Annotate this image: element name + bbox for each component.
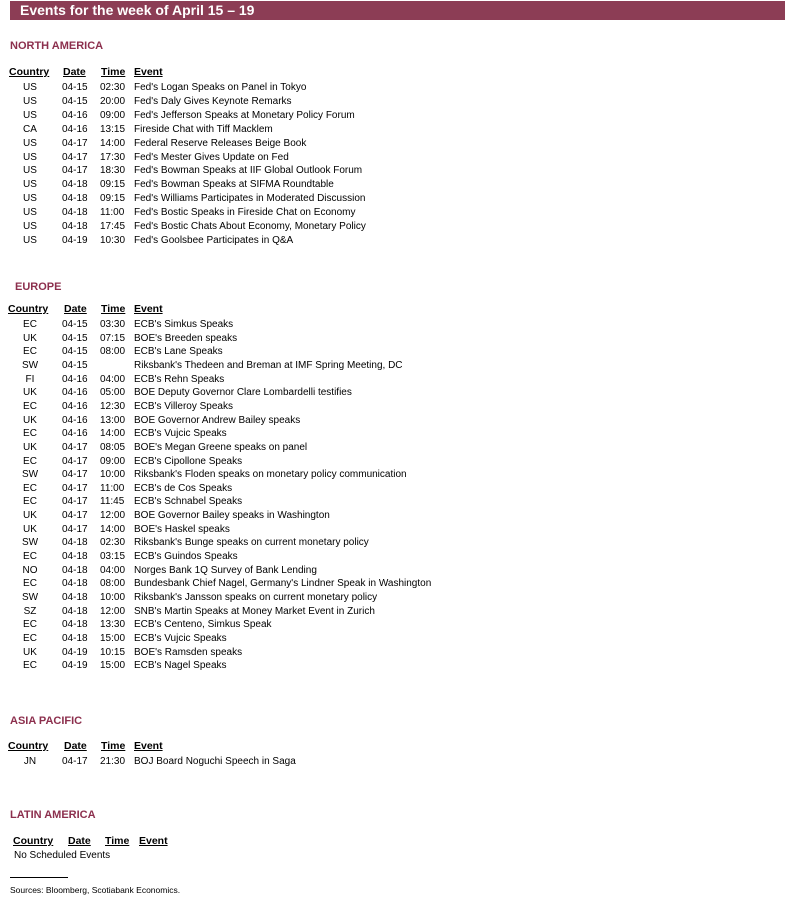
country-cell: UK: [23, 646, 37, 658]
table-row: [0, 468, 785, 482]
event-cell: ECB's Guindos Speaks: [134, 551, 238, 563]
table-row: [0, 151, 785, 165]
page-title: Events for the week of April 15 – 19: [20, 2, 255, 18]
date-cell: 04-16: [62, 109, 88, 121]
event-cell: ECB's Schnabel Speaks: [134, 496, 243, 508]
table-row: [0, 192, 785, 206]
date-cell: 04-19: [62, 234, 88, 246]
event-cell: ECB's Lane Speaks: [134, 346, 223, 358]
date-cell: 04-18: [62, 207, 88, 219]
date-cell: 04-15: [62, 346, 88, 358]
event-cell: BOE's Megan Greene speaks on panel: [134, 441, 308, 453]
table-row: [0, 386, 785, 400]
date-cell: 04-17: [62, 756, 88, 767]
section-title-north-america: NORTH AMERICA: [10, 40, 104, 52]
country-cell: UK: [23, 510, 37, 522]
time-cell: 12:30: [100, 400, 126, 412]
time-cell: 10:15: [100, 646, 126, 658]
table-row: [0, 564, 785, 578]
header-event: Event: [134, 740, 163, 752]
time-cell: 02:30: [100, 82, 126, 93]
header-country: Country: [13, 835, 54, 847]
table-row: [0, 659, 785, 673]
date-cell: 04-15: [62, 95, 88, 107]
table-row: [0, 345, 785, 359]
event-cell: Fed's Jefferson Speaks at Monetary Policy Forum: [134, 109, 355, 121]
date-cell: 04-18: [62, 605, 88, 617]
time-cell: 15:00: [100, 660, 126, 672]
date-cell: 04-16: [62, 400, 88, 412]
table-row: [0, 95, 785, 109]
date-cell: 04-18: [62, 193, 88, 205]
section-title-europe: EUROPE: [15, 281, 62, 293]
header-time: Time: [105, 835, 130, 847]
table-row: [0, 618, 785, 632]
table-row: [0, 234, 785, 248]
event-cell: Fed's Williams Participates in Moderated Discussion: [134, 193, 366, 205]
country-cell: US: [23, 151, 37, 163]
event-cell: BOE's Breeden speaks: [134, 332, 238, 344]
country-cell: SZ: [23, 605, 37, 617]
date-cell: 04-17: [62, 165, 88, 177]
time-cell: 17:30: [100, 151, 126, 163]
time-cell: 09:00: [100, 455, 126, 467]
event-cell: Fed's Mester Gives Update on Fed: [134, 151, 289, 163]
time-cell: 08:05: [100, 441, 126, 453]
country-cell: US: [23, 109, 37, 121]
header-event: Event: [139, 835, 168, 847]
date-cell: 04-18: [62, 632, 88, 644]
time-cell: 02:30: [100, 537, 126, 549]
date-cell: 04-17: [62, 469, 88, 481]
table-row: [0, 109, 785, 123]
event-cell: Riksbank's Floden speaks on monetary policy communication: [134, 469, 407, 481]
date-cell: 04-19: [62, 660, 88, 672]
section-title-latin-america: LATIN AMERICA: [10, 809, 96, 821]
table-row: [0, 455, 785, 469]
country-cell: EC: [23, 496, 37, 508]
event-cell: Fed's Goolsbee Participates in Q&A: [134, 234, 294, 246]
country-cell: US: [23, 221, 37, 232]
table-row: [0, 427, 785, 441]
country-cell: UK: [23, 332, 37, 344]
table-row: [0, 318, 785, 332]
time-cell: 09:15: [100, 193, 126, 205]
table-row: [0, 523, 785, 537]
date-cell: 04-18: [62, 564, 88, 576]
table-row: [0, 605, 785, 619]
table-row: [0, 400, 785, 414]
event-cell: Fed's Bowman Speaks at SIFMA Roundtable: [134, 179, 334, 191]
country-cell: EC: [23, 619, 37, 631]
date-cell: 04-16: [62, 414, 88, 426]
time-cell: 13:15: [100, 123, 126, 135]
country-cell: JN: [23, 756, 37, 767]
date-cell: 04-18: [62, 619, 88, 631]
country-cell: US: [23, 193, 37, 205]
header-time: Time: [101, 740, 126, 752]
event-cell: Riksbank's Jansson speaks on current monetary policy: [134, 592, 378, 603]
event-cell: Riksbank's Bunge speaks on current monetary policy: [134, 537, 369, 549]
header-event: Event: [134, 66, 163, 78]
event-cell: SNB's Martin Speaks at Money Market Event in Zurich: [134, 605, 375, 617]
time-cell: 18:30: [100, 165, 126, 177]
date-cell: 04-16: [62, 123, 88, 135]
time-cell: 03:15: [100, 551, 126, 563]
date-cell: 04-15: [62, 332, 88, 344]
time-cell: 10:00: [100, 592, 126, 603]
event-cell: ECB's Rehn Speaks: [134, 373, 225, 385]
date-cell: 04-17: [62, 441, 88, 453]
event-cell: Fed's Bostic Chats About Economy, Monetary Policy: [134, 221, 366, 232]
event-cell: Norges Bank 1Q Survey of Bank Lending: [134, 564, 317, 576]
date-cell: 04-19: [62, 646, 88, 658]
event-cell: ECB's Nagel Speaks: [134, 660, 227, 672]
time-cell: 12:00: [100, 605, 126, 617]
sources-footnote: Sources: Bloomberg, Scotiabank Economics.: [10, 885, 181, 895]
time-cell: 05:00: [100, 387, 126, 399]
table-row: [0, 646, 785, 660]
time-cell: 11:00: [100, 207, 125, 219]
date-cell: 04-16: [62, 387, 88, 399]
event-cell: Federal Reserve Releases Beige Book: [134, 137, 307, 149]
no-events-note: No Scheduled Events: [14, 850, 111, 861]
country-cell: US: [23, 82, 37, 93]
time-cell: 21:30: [100, 756, 126, 767]
table-row: [0, 164, 785, 178]
table-row: [0, 332, 785, 346]
date-cell: 04-17: [62, 523, 88, 535]
country-cell: EC: [23, 660, 37, 672]
country-cell: SW: [21, 469, 39, 481]
country-cell: FI: [25, 373, 35, 385]
country-cell: SW: [21, 592, 39, 603]
date-cell: 04-15: [62, 359, 88, 371]
table-row: [0, 220, 785, 234]
time-cell: 10:30: [100, 234, 126, 246]
header-time: Time: [101, 303, 126, 315]
event-cell: ECB's Cipollone Speaks: [134, 455, 243, 467]
country-cell: US: [23, 179, 37, 191]
time-cell: 04:00: [100, 564, 126, 576]
date-cell: 04-18: [62, 179, 88, 191]
event-cell: ECB's Vujcic Speaks: [134, 632, 227, 644]
country-cell: US: [23, 95, 37, 107]
table-row: [0, 359, 785, 373]
country-cell: NO: [22, 564, 38, 576]
header-time: Time: [101, 66, 126, 78]
event-cell: ECB's Simkus Speaks: [134, 319, 234, 330]
time-cell: 12:00: [100, 510, 126, 522]
date-cell: 04-17: [62, 137, 88, 149]
country-cell: CA: [23, 123, 37, 135]
time-cell: 14:00: [100, 137, 126, 149]
header-date: Date: [64, 303, 87, 315]
country-cell: US: [23, 165, 37, 177]
event-cell: Riksbank's Thedeen and Breman at IMF Spring Meeting, DC: [134, 359, 403, 371]
header-event: Event: [134, 303, 163, 315]
time-cell: 13:30: [100, 619, 126, 631]
date-cell: 04-16: [62, 428, 88, 440]
table-row: [0, 550, 785, 564]
time-cell: 11:45: [100, 496, 125, 508]
event-cell: Fireside Chat with Tiff Macklem: [134, 123, 273, 135]
event-cell: ECB's Centeno, Simkus Speak: [134, 619, 272, 631]
country-cell: EC: [23, 578, 37, 590]
date-cell: 04-16: [62, 373, 88, 385]
event-cell: ECB's Villeroy Speaks: [134, 400, 233, 412]
country-cell: EC: [23, 632, 37, 644]
country-cell: US: [23, 137, 37, 149]
country-cell: EC: [23, 551, 37, 563]
event-cell: Fed's Daly Gives Keynote Remarks: [134, 95, 292, 107]
country-cell: UK: [23, 414, 37, 426]
table-row: [0, 137, 785, 151]
date-cell: 04-17: [62, 496, 88, 508]
time-cell: 04:00: [100, 373, 126, 385]
time-cell: 10:00: [100, 469, 126, 481]
event-cell: Fed's Logan Speaks on Panel in Tokyo: [134, 82, 307, 93]
time-cell: 08:00: [100, 346, 126, 358]
event-cell: ECB's de Cos Speaks: [134, 482, 233, 494]
section-title-asia-pacific: ASIA PACIFIC: [10, 715, 83, 727]
table-row: [0, 591, 785, 605]
event-cell: ECB's Vujcic Speaks: [134, 428, 227, 440]
date-cell: 04-18: [62, 592, 88, 603]
country-cell: EC: [23, 455, 37, 467]
table-row: [0, 123, 785, 137]
date-cell: 04-15: [62, 82, 88, 93]
country-cell: EC: [23, 482, 37, 494]
time-cell: 09:00: [100, 109, 126, 121]
country-cell: EC: [23, 428, 37, 440]
event-cell: BOE Governor Bailey speaks in Washington: [134, 510, 330, 522]
country-cell: US: [23, 234, 37, 246]
time-cell: 09:15: [100, 179, 126, 191]
table-row: [0, 206, 785, 220]
table-row: [0, 536, 785, 550]
table-row: [0, 178, 785, 192]
table-row: [0, 509, 785, 523]
table-row: [0, 81, 785, 95]
time-cell: 15:00: [100, 632, 126, 644]
time-cell: 20:00: [100, 95, 126, 107]
country-cell: EC: [23, 319, 37, 330]
time-cell: 17:45: [100, 221, 126, 232]
time-cell: 07:15: [100, 332, 126, 344]
time-cell: 03:30: [100, 319, 126, 330]
table-row: [0, 482, 785, 496]
event-cell: BOE Governor Andrew Bailey speaks: [134, 414, 301, 426]
time-cell: 08:00: [100, 578, 126, 590]
table-row: [0, 414, 785, 428]
time-cell: 14:00: [100, 428, 126, 440]
footnote-divider: [10, 877, 68, 878]
country-cell: US: [23, 207, 37, 219]
date-cell: 04-18: [62, 537, 88, 549]
header-date: Date: [68, 835, 91, 847]
country-cell: SW: [21, 537, 39, 549]
header-date: Date: [64, 740, 87, 752]
country-cell: EC: [23, 400, 37, 412]
date-cell: 04-17: [62, 482, 88, 494]
table-row: [0, 441, 785, 455]
table-row: [0, 577, 785, 591]
table-row: [0, 755, 785, 769]
date-cell: 04-18: [62, 578, 88, 590]
date-cell: 04-17: [62, 151, 88, 163]
country-cell: UK: [23, 523, 37, 535]
country-cell: UK: [23, 387, 37, 399]
table-row: [0, 495, 785, 509]
time-cell: 13:00: [100, 414, 126, 426]
header-country: Country: [9, 66, 50, 78]
header-date: Date: [63, 66, 86, 78]
header-country: Country: [8, 740, 49, 752]
event-cell: BOE's Haskel speaks: [134, 523, 230, 535]
country-cell: UK: [23, 441, 37, 453]
event-cell: Fed's Bostic Speaks in Fireside Chat on Economy: [134, 207, 356, 219]
table-row: [0, 632, 785, 646]
country-cell: SW: [21, 359, 39, 371]
event-cell: BOE Deputy Governor Clare Lombardelli testifies: [134, 387, 352, 399]
time-cell: 11:00: [100, 482, 125, 494]
table-row: [0, 373, 785, 387]
time-cell: 14:00: [100, 523, 126, 535]
header-country: Country: [8, 303, 49, 315]
date-cell: 04-18: [62, 221, 88, 232]
event-cell: BOJ Board Noguchi Speech in Saga: [134, 756, 296, 767]
event-cell: Fed's Bowman Speaks at IIF Global Outlook Forum: [134, 165, 363, 177]
date-cell: 04-15: [62, 319, 88, 330]
country-cell: EC: [23, 346, 37, 358]
date-cell: 04-17: [62, 455, 88, 467]
date-cell: 04-18: [62, 551, 88, 563]
event-cell: BOE's Ramsden speaks: [134, 646, 243, 658]
event-cell: Bundesbank Chief Nagel, Germany's Lindner Speak in Washington: [134, 578, 432, 590]
date-cell: 04-17: [62, 510, 88, 522]
